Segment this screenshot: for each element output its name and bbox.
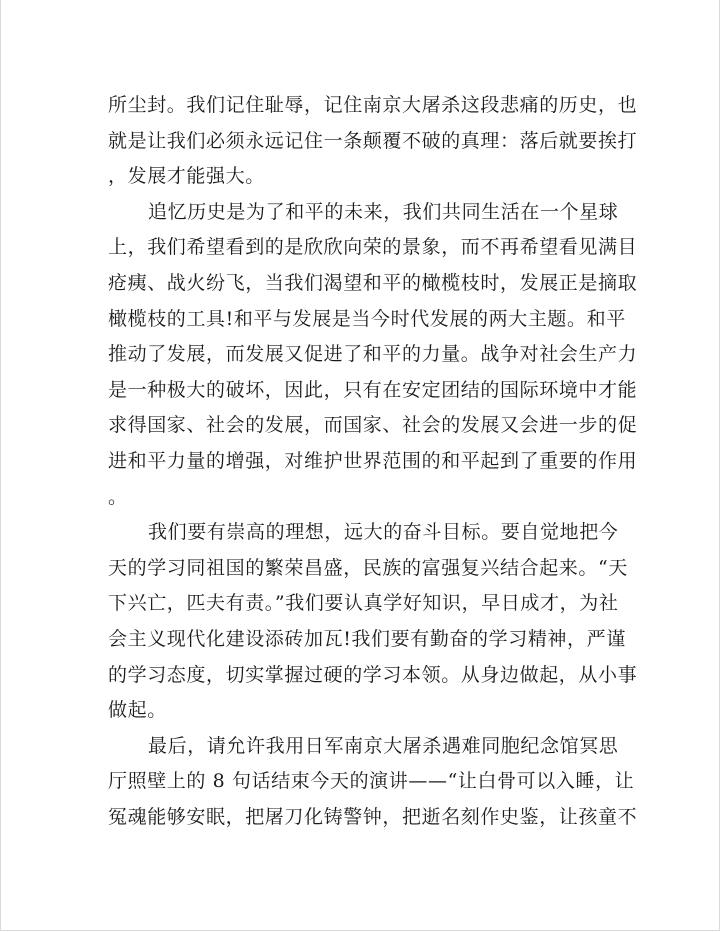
- text-line: 求得国家、社会的发展，而国家、社会的发展又会进一步的促: [108, 414, 638, 437]
- text-line: 。: [108, 485, 128, 508]
- text-line: 冤魂能够安眠，把屠刀化铸警钟，把逝名刻作史鉴，让孩童不: [108, 805, 638, 828]
- text-line: 所尘封。我们记住耻辱，记住南京大屠杀这段悲痛的历史，也: [108, 94, 638, 116]
- paragraph-first-line: 最后，请允许我用日军南京大屠杀遇难同胞纪念馆冥思: [148, 734, 619, 757]
- text-line: 是一种极大的破坏，因此，只有在安定团结的国际环境中才能: [108, 378, 638, 401]
- paragraph-first-line: 我们要有崇高的理想，远大的奋斗目标。要自觉地把今: [148, 521, 619, 544]
- text-line: 下兴亡，匹夫有责。”我们要认真学好知识，早日成才，为社: [108, 592, 619, 615]
- text-line: 的学习态度，切实掌握过硬的学习本领。从身边做起，从小事: [108, 663, 638, 686]
- text-line: 天的学习同祖国的繁荣昌盛，民族的富强复兴结合起来。“天: [108, 556, 628, 579]
- text-line: 就是让我们必须永远记住一条颠覆不破的真理：落后就要挨打: [108, 129, 638, 152]
- text-line: 厅照壁上的 8 句话结束今天的演讲——“让白骨可以入睡，让: [108, 770, 635, 793]
- paragraph-first-line: 追忆历史是为了和平的未来，我们共同生活在一个星球: [148, 200, 619, 223]
- text-line: ，发展才能强大。: [108, 165, 265, 188]
- text-line: 进和平力量的增强，对维护世界范围的和平起到了重要的作用: [108, 449, 638, 472]
- text-line: 上，我们希望看到的是欣欣向荣的景象，而不再希望看见满目: [108, 236, 638, 259]
- text-line: 疮痍、战火纷飞，当我们渴望和平的橄榄枝时，发展正是摘取: [108, 271, 638, 294]
- text-line: 做起。: [108, 699, 167, 722]
- text-line: 会主义现代化建设添砖加瓦!我们要有勤奋的学习精神，严谨: [108, 627, 626, 650]
- text-line: 橄榄枝的工具!和平与发展是当今时代发展的两大主题。和平: [108, 307, 626, 330]
- text-line: 推动了发展，而发展又促进了和平的力量。战争对社会生产力: [108, 343, 638, 366]
- document-body: [108, 88, 638, 835]
